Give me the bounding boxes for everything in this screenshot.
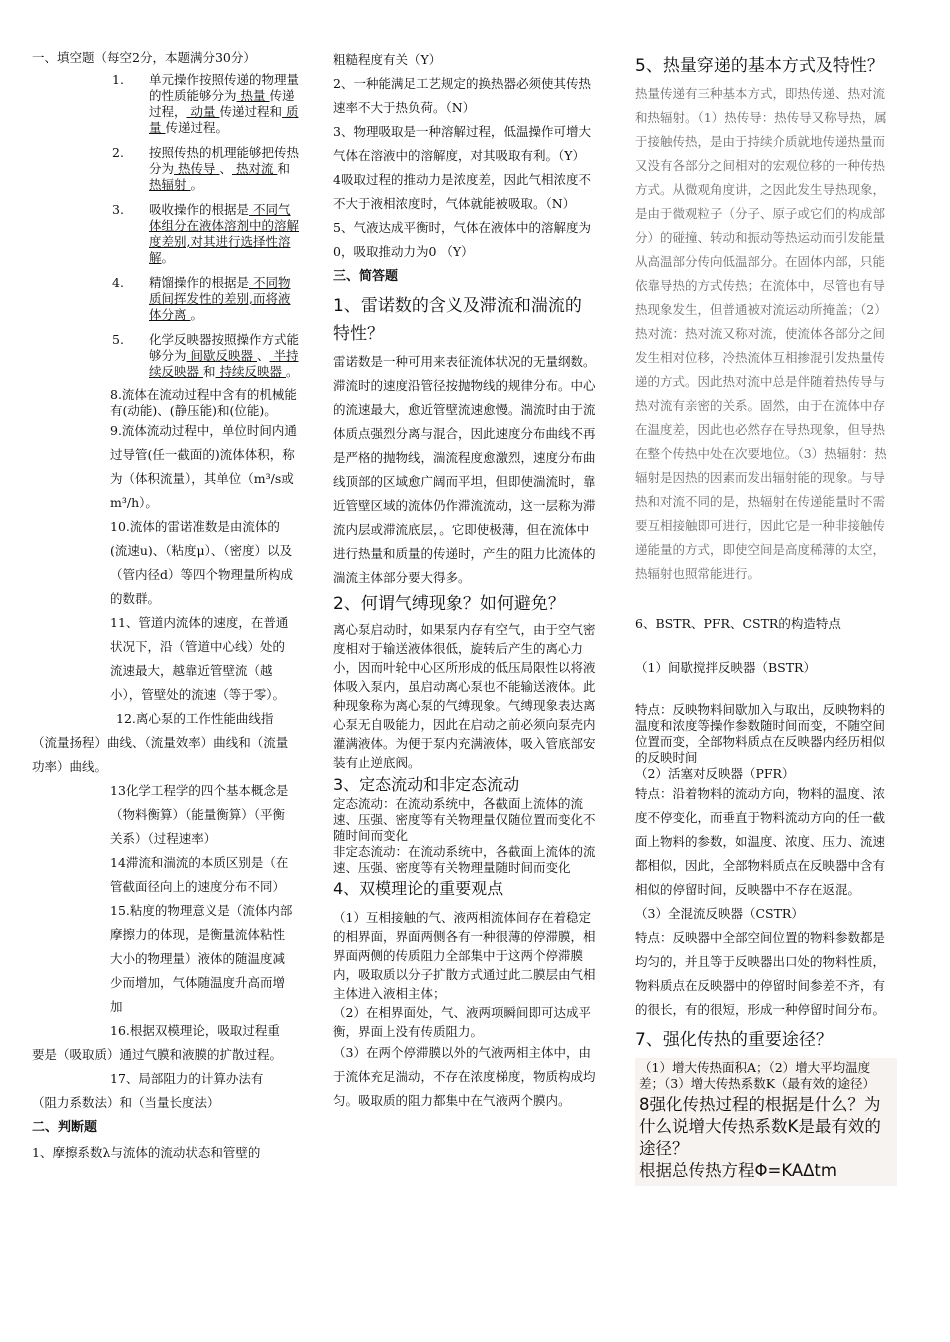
question-12-line1: 12.离心泵的工作性能曲线指 <box>116 711 274 726</box>
judgement-1-end: 粗糙程度有关（Y） <box>333 52 442 67</box>
reactor-bstr-desc: 特点：反映物料间歇加入与取出，反映物料的温度和浓度等操作参数随时间而变，不随空间位置而变，全部物料质点在反映器内经历相似的反映时间 <box>635 702 886 765</box>
item-text-part: 和 <box>277 161 290 176</box>
shaded-box <box>635 1058 897 1186</box>
fill-blank-item <box>32 72 300 136</box>
item-text-part: 传递过程和 <box>219 104 282 119</box>
answer-blank: 热对流 <box>231 161 278 176</box>
heading-question-8: 8强化传热过程的根据是什么？为什么说增大传热系数K是最有效的途径？ <box>639 1095 881 1158</box>
reactor-bstr-title: （1）间歇搅拌反映器（BSTR） <box>635 660 816 675</box>
judgement-1-start: 1、摩擦系数λ与流体的流动状态和管壁的 <box>32 1145 261 1160</box>
item-text-part: 传递过程。 <box>165 120 228 135</box>
item-text <box>149 72 299 136</box>
judgement-3: 3、物理吸取是一种溶解过程，低温操作可增大气体在溶液中的溶解度，对其吸取有利。（Y） <box>333 124 591 163</box>
heading-steady-flow: 3、定态流动和非定态流动 <box>333 775 520 794</box>
item-text <box>149 145 299 193</box>
fill-blank-item <box>32 202 300 266</box>
question-6: 6、BSTR、PFR、CSTR的构造特点 <box>635 616 841 631</box>
fill-blank-item <box>32 332 300 380</box>
answer-blank: 热辐射 <box>149 177 191 192</box>
heading-heat-transfer: 5、热量穿递的基本方式及特性？ <box>635 56 884 76</box>
answer-question-8: 根据总传热方程Φ=KAΔtm <box>639 1161 837 1180</box>
answer-blank: 间歇反映器 <box>186 348 257 363</box>
answer-reynolds: 雷诺数是一种可用来表征流体状况的无量纲数。滞流时的速度沿管径按抛物线的规律分布。中心的流速最大，愈近管壁流速愈慢。湍流时由于流体质点强烈分离与混合，因此速度分布曲线不再是严格的抛物线，湍流程度愈激烈，速度分布曲线顶部的区域愈广阔而平坦，但即使湍流时，靠近管壁区域的流体仍作滞流流动，这一层称为滞流内层或滞流底层，。它即使极薄，但在流体中进行热量和质量的传递时，产生的阻力比流体的湍流主体部分要大得多。 <box>333 354 596 585</box>
question-8: 8.流体在流动过程中含有的机械能有(动能)、(静压能)和(位能)。 <box>110 387 297 418</box>
answer-two-film-1: （1）互相接触的气、液两相流体间存在着稳定的相界面，界面两侧各有一种很薄的停滞膜，相界面两侧的传质阻力全部集中于这两个停滞膜内，吸取质以分子扩散方式通过此二膜层由气相主体进入液相主体； <box>333 910 596 1001</box>
column-2 <box>333 48 598 1113</box>
question-13: 13化学工程学的四个基本概念是（物料衡算）（能量衡算）（平衡关系）（过程速率） <box>110 783 289 846</box>
item-number: 5. <box>112 332 124 347</box>
answer-blank: 不同气体组分在液体溶剂中的溶解度差别,对其进行选择性溶解 <box>149 202 300 265</box>
fill-blank-item <box>32 275 297 323</box>
question-17-line2: （阻力系数法）和（当量长度法） <box>32 1095 220 1110</box>
judgement-4: 4吸取过程的推动力是浓度差，因此气相浓度不不大于液相浓度时，气体就能被吸取。（N） <box>333 172 591 211</box>
item-text-part: 吸收操作的根据是 <box>149 202 250 217</box>
item-text-part: 。 <box>190 177 203 192</box>
reactor-pfr-title: （2）活塞对反映器（PFR） <box>635 766 795 781</box>
answer-steady-flow: 定态流动：在流动系统中，各截面上流体的流速、压强、密度等有关物理量仅随位置而变化不随时间而变化 <box>333 796 596 843</box>
section-judgement-title: 二、判断题 <box>32 1120 98 1135</box>
question-17-line1: 17、局部阻力的计算办法有 <box>110 1071 264 1086</box>
question-14: 14滞流和湍流的本质区别是（在管截面径向上的速度分布不同） <box>110 855 289 894</box>
question-16-line1: 16.根据双模理论，吸取过程重 <box>110 1023 280 1038</box>
fill-blank-list <box>32 72 300 380</box>
item-text-part: 。 <box>161 250 175 265</box>
item-text-part: 传递过程， <box>149 88 295 119</box>
question-16-line2: 要是（吸取质）通过气膜和液膜的扩散过程。 <box>32 1047 283 1062</box>
heading-reynolds: 1、雷诺数的含义及滞流和湍流的特性？ <box>333 296 582 344</box>
heading-enhance-heat: 7、强化传热的重要途径？ <box>635 1030 833 1050</box>
item-text <box>149 275 299 323</box>
question-10: 10.流体的雷诺准数是由流体的(流速u)、（粘度μ）、（密度）以及（管内径d）等四个物理量所构成的数群。 <box>110 519 294 606</box>
column-1 <box>32 50 300 1165</box>
answer-blank: 热传导 <box>174 161 220 176</box>
answer-two-film-2: （2）在相界面处，气、液两项瞬间即可达成平衡，界面上没有传质阻力。 <box>333 1005 591 1039</box>
answer-blank: 动量 <box>186 104 220 119</box>
question-9: 9.流体流动过程中，单位时间内通过导管(任一截面的)流体体积，称为（体积流量），其单位（m³/s或m³/h）。 <box>110 423 297 510</box>
item-number: 2. <box>112 145 124 160</box>
answer-two-film-3: （3）在两个停滞膜以外的气液两相主体中，由于流体充足湍动，不存在浓度梯度，物质构成均匀。吸取质的阻力都集中在气液两个膜内。 <box>333 1045 596 1108</box>
item-text-part: 按照传热的机理能够把传热分为 <box>149 145 300 176</box>
item-text-part: 单元操作按照传递的物理量的性质能够分为 <box>149 72 300 103</box>
item-number: 3. <box>112 202 124 217</box>
item-text <box>149 332 299 380</box>
answer-enhance-heat: （1）增大传热面积A；（2）增大平均温度差；（3）增大传热系数K（最有效的途径） <box>639 1060 876 1091</box>
fill-blank-item <box>32 145 300 193</box>
item-text-part: 化学反映器按照操作方式能够分为 <box>149 332 300 363</box>
judgement-5: 5、气液达成平衡时，气体在液体中的溶解度为0，吸取推动力为0 （Y） <box>333 220 591 259</box>
section-short-answer-title: 三、简答题 <box>333 269 399 284</box>
answer-blank: 持续反映器 <box>215 364 286 379</box>
question-15: 15.粘度的物理意义是（流体内部摩擦力的体现，是衡量流体粘性大小的物理量）液体的随温度减少而增加，气体随温度升高而增加 <box>110 903 293 1014</box>
item-number: 4. <box>112 275 124 290</box>
item-text-part: 和 <box>202 364 216 379</box>
heading-two-film-theory: 4、双模理论的重要观点 <box>333 879 504 898</box>
item-text-part: 、 <box>256 348 270 363</box>
question-11: 11、管道内流体的速度，在普通状况下，沿（管道中心线）处的流速最大，越靠近管壁流（越小），管壁处的流速（等于零）。 <box>110 615 289 702</box>
section-fill-blank-title: 一、填空题（每空2分，本题满分30分） <box>32 50 256 65</box>
item-number: 1. <box>112 72 124 87</box>
reactor-cstr-desc: 特点：反映器中全部空间位置的物料参数都是均匀的，并且等于反映器出口处的物料性质，物料质点在反映器中的停留时间参差不齐，有的很长，有的很短，形成一种停留时间分布。 <box>635 930 886 1017</box>
reactor-cstr-title: （3）全混流反映器（CSTR） <box>635 906 804 921</box>
judgement-2: 2、一种能满足工艺规定的换热器必须使其传热速率不大于热负荷。（N） <box>333 76 591 115</box>
item-text <box>149 202 299 266</box>
item-text-part: 、 <box>219 161 232 176</box>
answer-blank: 不同物质间挥发性的差别,而将液体分离 <box>149 275 291 322</box>
answer-air-binding: 离心泵启动时，如果泵内存有空气，由于空气密度相对于输送液体很低，旋转后产生的离心力小，因而叶轮中心区所形成的低压局限性以将液体吸入泵内，虽启动离心泵也不能输送液体。此种现象称为离心泵的气缚现象。气缚现象表达离心泵无自吸能力，因此在启动之前必须向泵壳内灌满液体。为便于泵内充满液体，吸入管底部安装有止逆底阀。 <box>333 622 596 770</box>
answer-blank: 热量 <box>236 88 270 103</box>
item-text-part: 。 <box>285 364 299 379</box>
answer-heat-transfer: 热量传递有三种基本方式，即热传递、热对流和热辐射。（1）热传导：热传导又称导热，属于接触传热，是由于持续介质就地传递热量而又没有各部分之间相对的宏观位移的一种传热方式。从微观角度讲，之因此发生导热现象，是由于微观粒子（分子、原子或它们的构成部分）的碰撞、转动和振动等热运动而引发能量从高温部分传向低温部分。在固体内部，只能依靠导热的方式传热；在流体中，尽管也有导热现象发生，但普通被对流运动所掩盖；（2）热对流：热对流又称对流，使流体各部分之间发生相对位移，冷热流体互相掺混引发热量传递的方式。因此热对流中总是伴随着热传导与热对流有亲密的关系。固然，由于在流体中存在温度差，因此也必然存在导热现象，但导热在整个传热中处在次要地位。（3）热辐射：热辐射是因热的因素而发出辐射能的现象。与导热和对流不同的是，热辐射在传递能量时不需要互相接触即可进行，因此它是一种非接触传递能量的方式，即使空间是高度稀薄的太空，热辐射也照常能进行。 <box>635 86 887 581</box>
item-text-part: 精馏操作的根据是 <box>149 275 250 290</box>
answer-blank: 质量 <box>149 104 299 135</box>
item-text-part: 。 <box>190 307 203 322</box>
reactor-pfr-desc: 特点：沿着物料的流动方向，物料的温度、浓度不停变化，而垂直于物料流动方向的任一截面上物料的参数，如温度、浓度、压力、流速都相似，因此，全部物料质点在反映器中含有相似的停留时间，反映器中不存在返混。 <box>635 786 886 897</box>
heading-air-binding: 2、何谓气缚现象？如何避免？ <box>333 594 565 614</box>
question-12-line2: （流量扬程）曲线、（流量效率）曲线和（流量功率）曲线。 <box>32 735 289 774</box>
column-3 <box>635 52 897 1186</box>
answer-blank: 半持续反映器 <box>149 348 299 379</box>
answer-unsteady-flow: 非定态流动：在流动系统中，各截面上流体的流速、压强、密度等有关物理量随时间而变化 <box>333 844 596 875</box>
